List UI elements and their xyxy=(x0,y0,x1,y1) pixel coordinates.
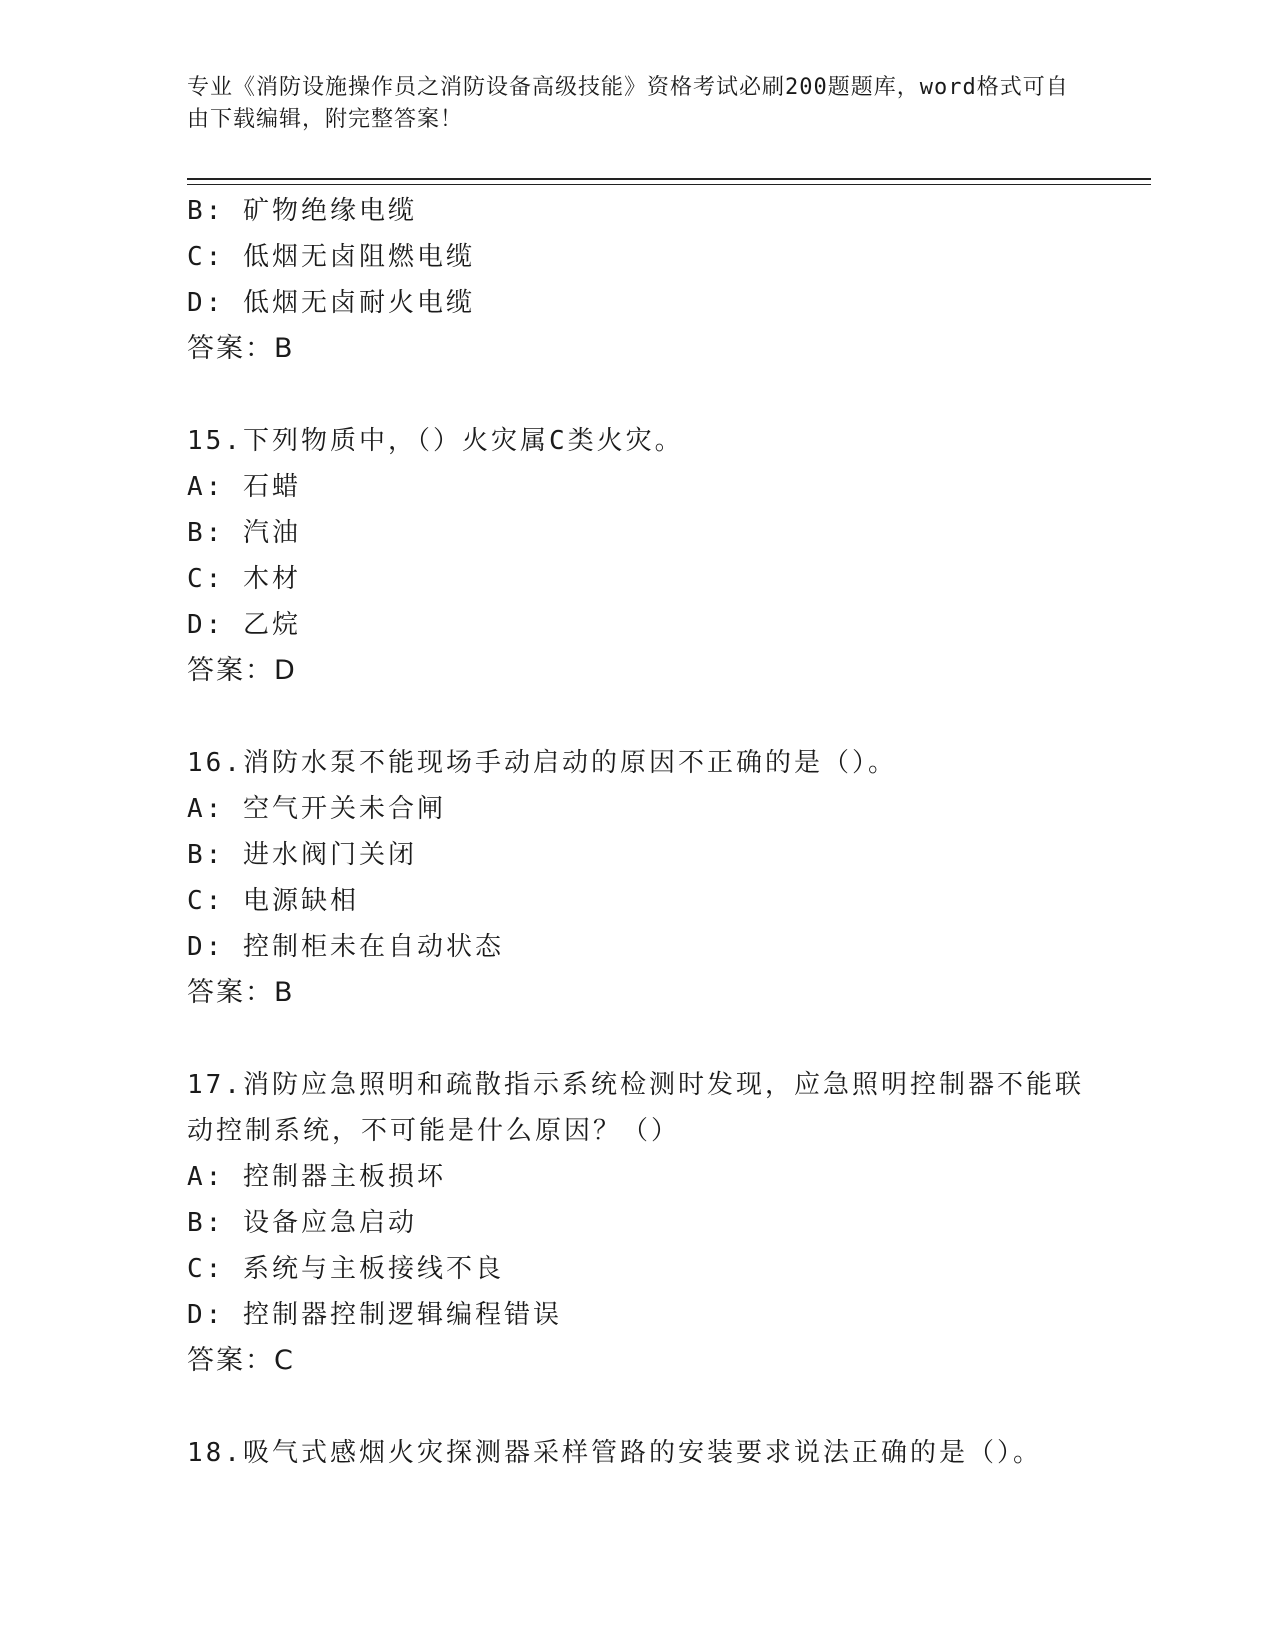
option-d: D: 乙烷 xyxy=(187,610,301,640)
option-a: A: 控制器主板损坏 xyxy=(187,1162,446,1192)
question-block xyxy=(187,1430,1087,1476)
question-list xyxy=(187,188,1087,1476)
question-text: 18.吸气式感烟火灾探测器采样管路的安装要求说法正确的是（）。 xyxy=(187,1438,1042,1468)
option-c: C: 低烟无卤阻燃电缆 xyxy=(187,242,475,272)
option-c: C: 系统与主板接线不良 xyxy=(187,1254,504,1284)
option-c: C: 电源缺相 xyxy=(187,886,359,916)
answer: 答案：D xyxy=(187,655,297,686)
option-b: B: 矿物绝缘电缆 xyxy=(187,196,417,226)
answer: 答案：B xyxy=(187,977,295,1008)
question-block xyxy=(187,740,1087,1016)
option-b: B: 设备应急启动 xyxy=(187,1208,417,1238)
option-a: A: 石蜡 xyxy=(187,472,301,502)
header-divider-thin xyxy=(187,184,1151,185)
option-c: C: 木材 xyxy=(187,564,301,594)
answer: 答案：B xyxy=(187,333,295,364)
answer: 答案：C xyxy=(187,1345,295,1376)
option-d: D: 控制柜未在自动状态 xyxy=(187,932,504,962)
option-d: D: 控制器控制逻辑编程错误 xyxy=(187,1300,562,1330)
option-a: A: 空气开关未合闸 xyxy=(187,794,446,824)
question-text: 17.消防应急照明和疏散指示系统检测时发现，应急照明控制器不能联动控制系统，不可能是什么原因？（） xyxy=(187,1070,1084,1146)
question-block xyxy=(187,1062,1087,1384)
header-divider xyxy=(187,178,1151,180)
option-b: B: 汽油 xyxy=(187,518,301,548)
question-text: 15.下列物质中，（）火灾属C类火灾。 xyxy=(187,426,684,456)
page-header: 专业《消防设施操作员之消防设备高级技能》资格考试必刷200题题库，word格式可自由下载编辑，附完整答案！ xyxy=(187,75,1069,132)
option-b: B: 进水阀门关闭 xyxy=(187,840,417,870)
question-block xyxy=(187,418,1087,694)
question-block xyxy=(187,188,1087,372)
question-text: 16.消防水泵不能现场手动启动的原因不正确的是（）。 xyxy=(187,748,897,778)
option-d: D: 低烟无卤耐火电缆 xyxy=(187,288,475,318)
